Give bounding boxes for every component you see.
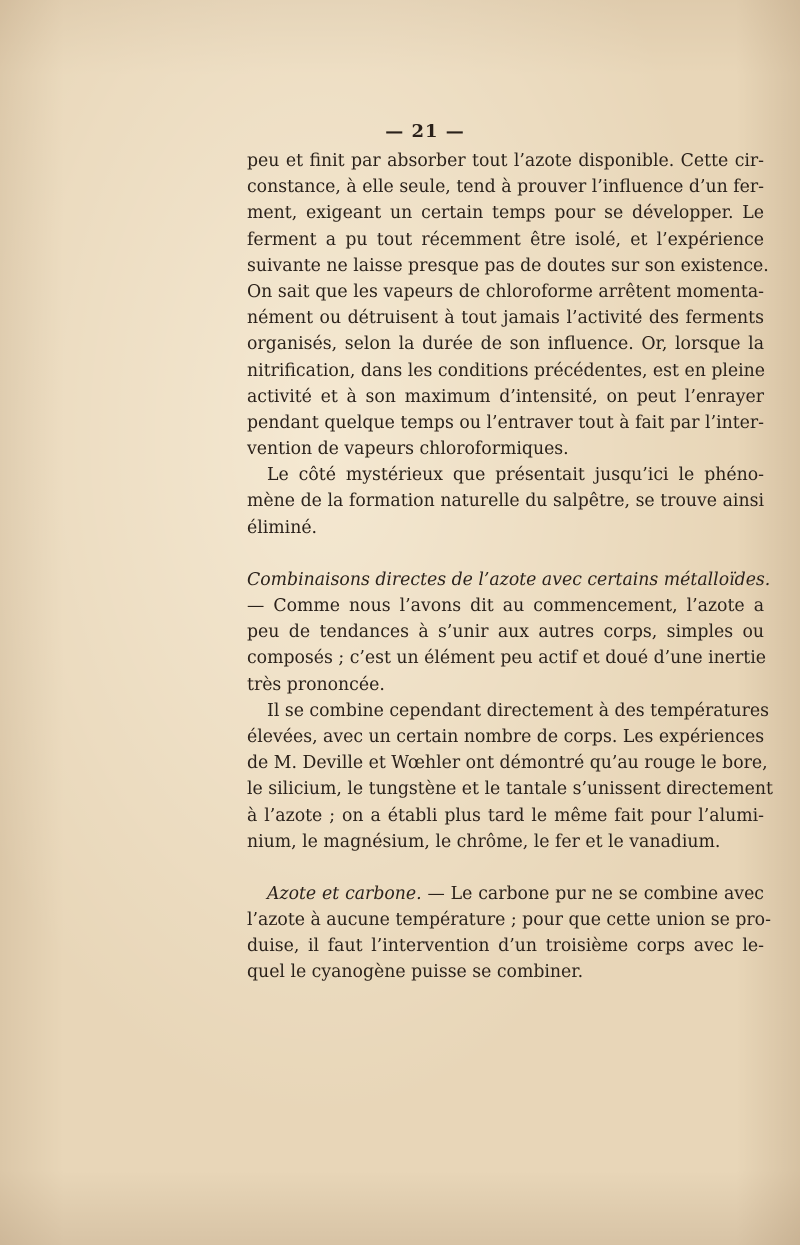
- text-line: très prononcée.: [247, 674, 385, 695]
- text-line: ferment a pu tout récemment être isolé, et l’expérience: [247, 229, 764, 250]
- text-fragment: — Le carbone pur ne se combine avec: [421, 883, 764, 904]
- paragraph-gap: [247, 541, 764, 567]
- text-line: nitrification, dans les conditions précédentes, est en pleine: [247, 360, 766, 381]
- paragraph-3: [247, 567, 771, 698]
- text-line: Le côté mystérieux que présentait jusqu’ici le phéno-: [267, 465, 764, 486]
- body-text: [247, 148, 773, 986]
- text-line: de M. Deville et Wœhler ont démontré qu’au rouge le bore,: [247, 753, 768, 774]
- section-heading-metalloides: Combinaisons directes de l’azote avec certains métalloïdes.: [247, 569, 771, 590]
- text-line: organisés, selon la durée de son influence. Or, lorsque la: [247, 334, 764, 355]
- text-line: pendant quelque temps ou l’entraver tout à fait par l’inter-: [247, 412, 764, 433]
- text-line: duise, il faut l’intervention d’un troisième corps avec le-: [247, 936, 764, 957]
- text-line: suivante ne laisse presque pas de doutes sur son existence.: [247, 255, 769, 276]
- text-line: vention de vapeurs chloroformiques.: [247, 439, 569, 460]
- text-line: nium, le magnésium, le chrôme, le fer et le vanadium.: [247, 831, 721, 852]
- text-line: éliminé.: [247, 517, 318, 538]
- text-line: On sait que les vapeurs de chloroforme arrêtent momenta-: [247, 281, 764, 302]
- text-line: [247, 881, 764, 907]
- paragraph-gap: [247, 855, 764, 881]
- paragraph-4: [247, 698, 773, 855]
- paragraph-5: [247, 881, 771, 986]
- text-line: peu et finit par absorber tout l’azote disponible. Cette cir-: [247, 151, 764, 171]
- paragraph-1: [247, 148, 769, 462]
- page-number: — 21 —: [385, 121, 465, 142]
- text-line: — Comme nous l’avons dit au commencement, l’azote a: [247, 596, 764, 616]
- text-line: nément ou détruisent à tout jamais l’activité des ferments: [247, 308, 764, 329]
- text-line: mène de la formation naturelle du salpêtre, se trouve ainsi: [247, 491, 764, 512]
- section-heading-azote-carbone: Azote et carbone.: [267, 883, 422, 904]
- text-line: peu de tendances à s’unir aux autres corps, simples ou: [247, 622, 764, 643]
- text-line: composés ; c’est un élément peu actif et doué d’une inertie: [247, 648, 766, 669]
- paragraph-2: [247, 462, 764, 541]
- text-line: l’azote à aucune température ; pour que cette union se pro-: [247, 910, 771, 931]
- text-line: le silicium, le tungstène et le tantale s’unissent directement: [247, 779, 773, 800]
- text-line: constance, à elle seule, tend à prouver l’influence d’un fer-: [247, 177, 764, 198]
- text-line: ment, exigeant un certain temps pour se développer. Le: [247, 203, 764, 224]
- text-line: Il se combine cependant directement à des températures: [267, 700, 770, 721]
- text-line: activité et à son maximum d’intensité, on peut l’enrayer: [247, 386, 764, 407]
- text-line: quel le cyanogène puisse se combiner.: [247, 962, 584, 983]
- text-line: élevées, avec un certain nombre de corps. Les expériences: [247, 726, 765, 747]
- text-line: à l’azote ; on a établi plus tard le même fait pour l’alumi-: [247, 805, 764, 826]
